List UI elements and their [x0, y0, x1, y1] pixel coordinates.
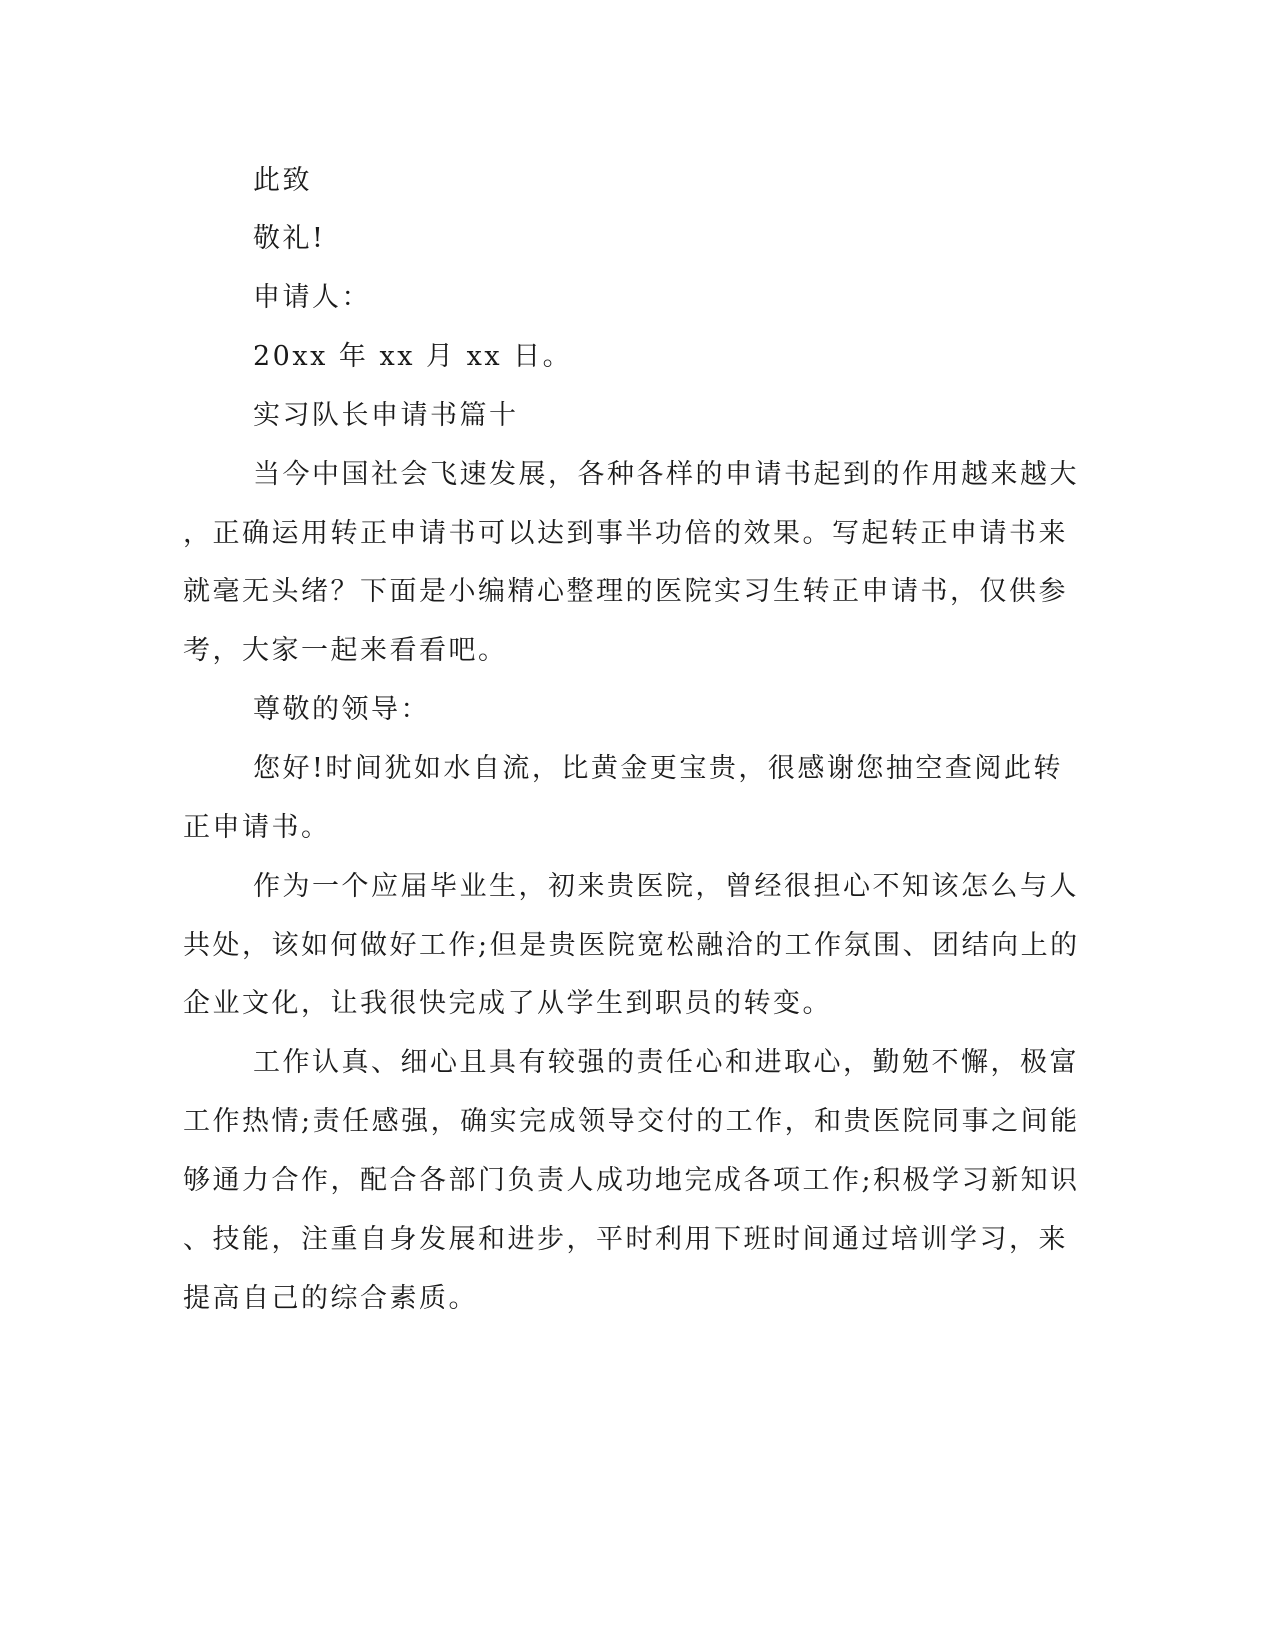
intro-line: 就毫无头绪？下面是小编精心整理的医院实习生转正申请书，仅供参	[183, 576, 1068, 607]
para3-line: 够通力合作，配合各部门负责人成功地完成各项工作;积极学习新知识	[183, 1165, 1080, 1196]
para3-line: 工作热情;责任感强，确实完成领导交付的工作，和贵医院同事之间能	[183, 1106, 1080, 1137]
para2-line: 共处，该如何做好工作;但是贵医院宽松融洽的工作氛围、团结向上的	[183, 930, 1080, 961]
para3-line: 提高自己的综合素质。	[183, 1283, 478, 1314]
intro-line: 考，大家一起来看看吧。	[183, 635, 508, 666]
applicant-line: 申请人：	[253, 282, 371, 313]
section-title: 实习队长申请书篇十	[253, 400, 519, 431]
intro-line: ，正确运用转正申请书可以达到事半功倍的效果。写起转正申请书来	[183, 518, 1068, 549]
para2-line: 企业文化，让我很快完成了从学生到职员的转变。	[183, 988, 832, 1019]
date-line: 20xx 年 xx 月 xx 日。	[253, 341, 573, 372]
para2-line: 作为一个应届毕业生，初来贵医院，曾经很担心不知该怎么与人	[253, 871, 1079, 902]
para3-line: 、技能，注重自身发展和进步，平时利用下班时间通过培训学习，来	[183, 1224, 1068, 1255]
salute-line: 敬礼!	[253, 223, 326, 254]
intro-line: 当今中国社会飞速发展，各种各样的申请书起到的作用越来越大	[253, 459, 1079, 490]
para1-line: 您好!时间犹如水自流，比黄金更宝贵，很感谢您抽空查阅此转	[253, 753, 1063, 784]
para1-line: 正申请书。	[183, 812, 331, 843]
para3-line: 工作认真、细心且具有较强的责任心和进取心，勤勉不懈，极富	[253, 1047, 1079, 1078]
greeting-line: 尊敬的领导：	[253, 694, 430, 725]
closing-line: 此致	[253, 165, 312, 196]
